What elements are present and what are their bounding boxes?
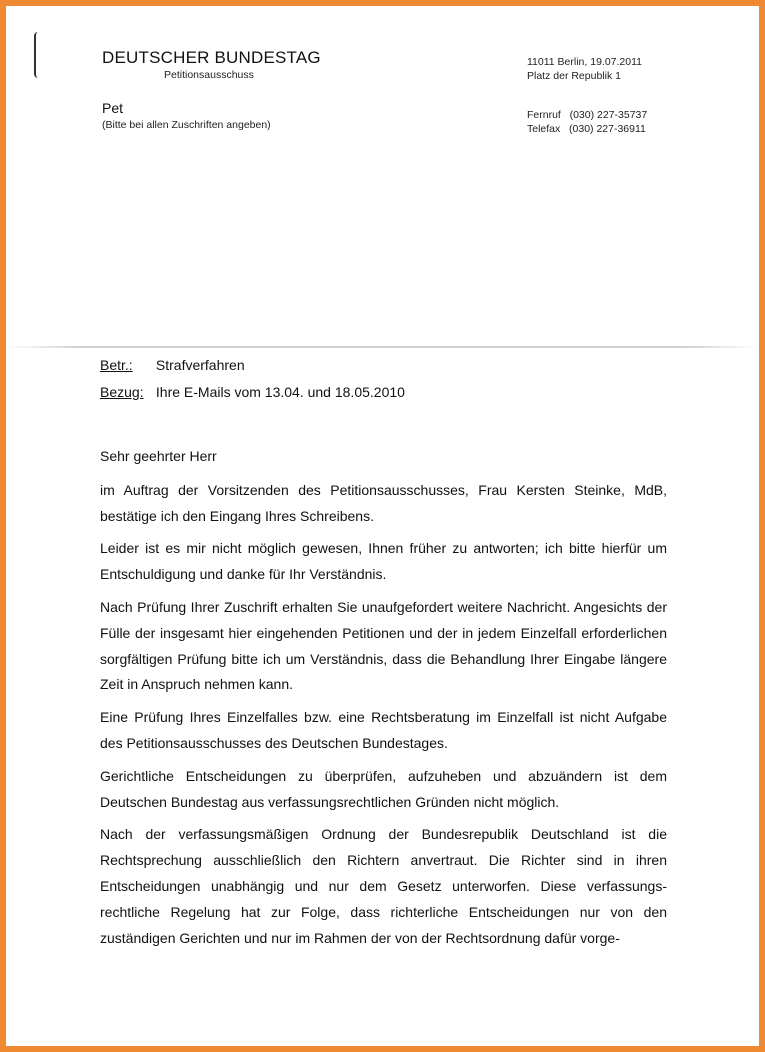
betr-row — [100, 352, 405, 379]
betr-value: Strafverfahren — [155, 357, 245, 373]
betr-label: Betr.: — [100, 357, 133, 373]
paragraph-3: Nach Prüfung Ihrer Zuschrift erhalten Sie unaufgefordert weitere Nachricht. Angesichts der Fülle der insgesamt hier eingehenden Petitionen und der in jedem Einzelfall erforderlichen sorgfältigen Prüfung bitte ich um Verständnis, dass die Behandlung Ihrer Eingabe längere Zeit in Anspruch nehmen kann. — [100, 598, 667, 693]
greeting: Sehr geehrter Herr — [100, 448, 217, 464]
address-line-street: Platz der Republik 1 — [527, 70, 621, 82]
letter-page — [6, 6, 759, 1046]
organization-name: DEUTSCHER BUNDESTAG — [102, 48, 321, 67]
reference-note: (Bitte bei allen Zuschriften angeben) — [102, 119, 271, 131]
fold-line — [6, 346, 759, 348]
paragraph-1: im Auftrag der Vorsitzenden des Petitionsausschusses, Frau Kersten Steinke, MdB, bestätige ich den Eingang Ihres Schreibens. — [100, 481, 667, 524]
fax-number: Telefax (030) 227-36911 — [527, 123, 646, 135]
committee-name: Petitionsausschuss — [164, 69, 254, 81]
letter-body — [100, 444, 667, 958]
bezug-label: Bezug: — [100, 384, 144, 400]
punch-mark — [34, 32, 39, 78]
paragraph-2: Leider ist es mir nicht möglich gewesen, Ihnen früher zu antworten; ich bitte hierfür um Entschuldigung und danke für Ihr Verständnis. — [100, 540, 667, 583]
reference-code: Pet — [102, 100, 124, 116]
paragraph-5: Gerichtliche Entscheidungen zu überprüfen, aufzuheben und abzuändern ist dem Deutschen Bundestag aus verfassungsrechtlichen Gründen nicht möglich. — [100, 767, 667, 810]
sender-address — [527, 55, 642, 83]
paragraph-4: Eine Prüfung Ihres Einzelfalles bzw. eine Rechtsberatung im Einzelfall ist nicht Aufgabe des Petitionsausschusses des Deutschen Bundestages. — [100, 709, 667, 751]
bezug-row — [100, 379, 405, 406]
contact-block — [527, 108, 647, 136]
bezug-value: Ihre E-Mails vom 13.04. und 18.05.2010 — [155, 384, 405, 400]
paragraph-6: Nach der verfassungsmäßigen Ordnung der Bundesrepublik Deutschland ist die Rechtsprechung ausschließlich den Richtern anvertraut. Die Richter sind in ihren Entscheidungen unabhängig und nur dem Gesetz unterworfen. Diese verfassungs-rechtliche Regelung hat zur Folge, dass richterliche Entscheidungen nur von den zuständigen Gerichten und nur im Rahmen der von der Rechtsordnung dafür vorge- — [100, 826, 667, 946]
address-line-date: 11011 Berlin, 19.07.2011 — [527, 56, 643, 68]
subject-block — [100, 352, 405, 406]
phone-number: Fernruf (030) 227-35737 — [527, 109, 648, 121]
